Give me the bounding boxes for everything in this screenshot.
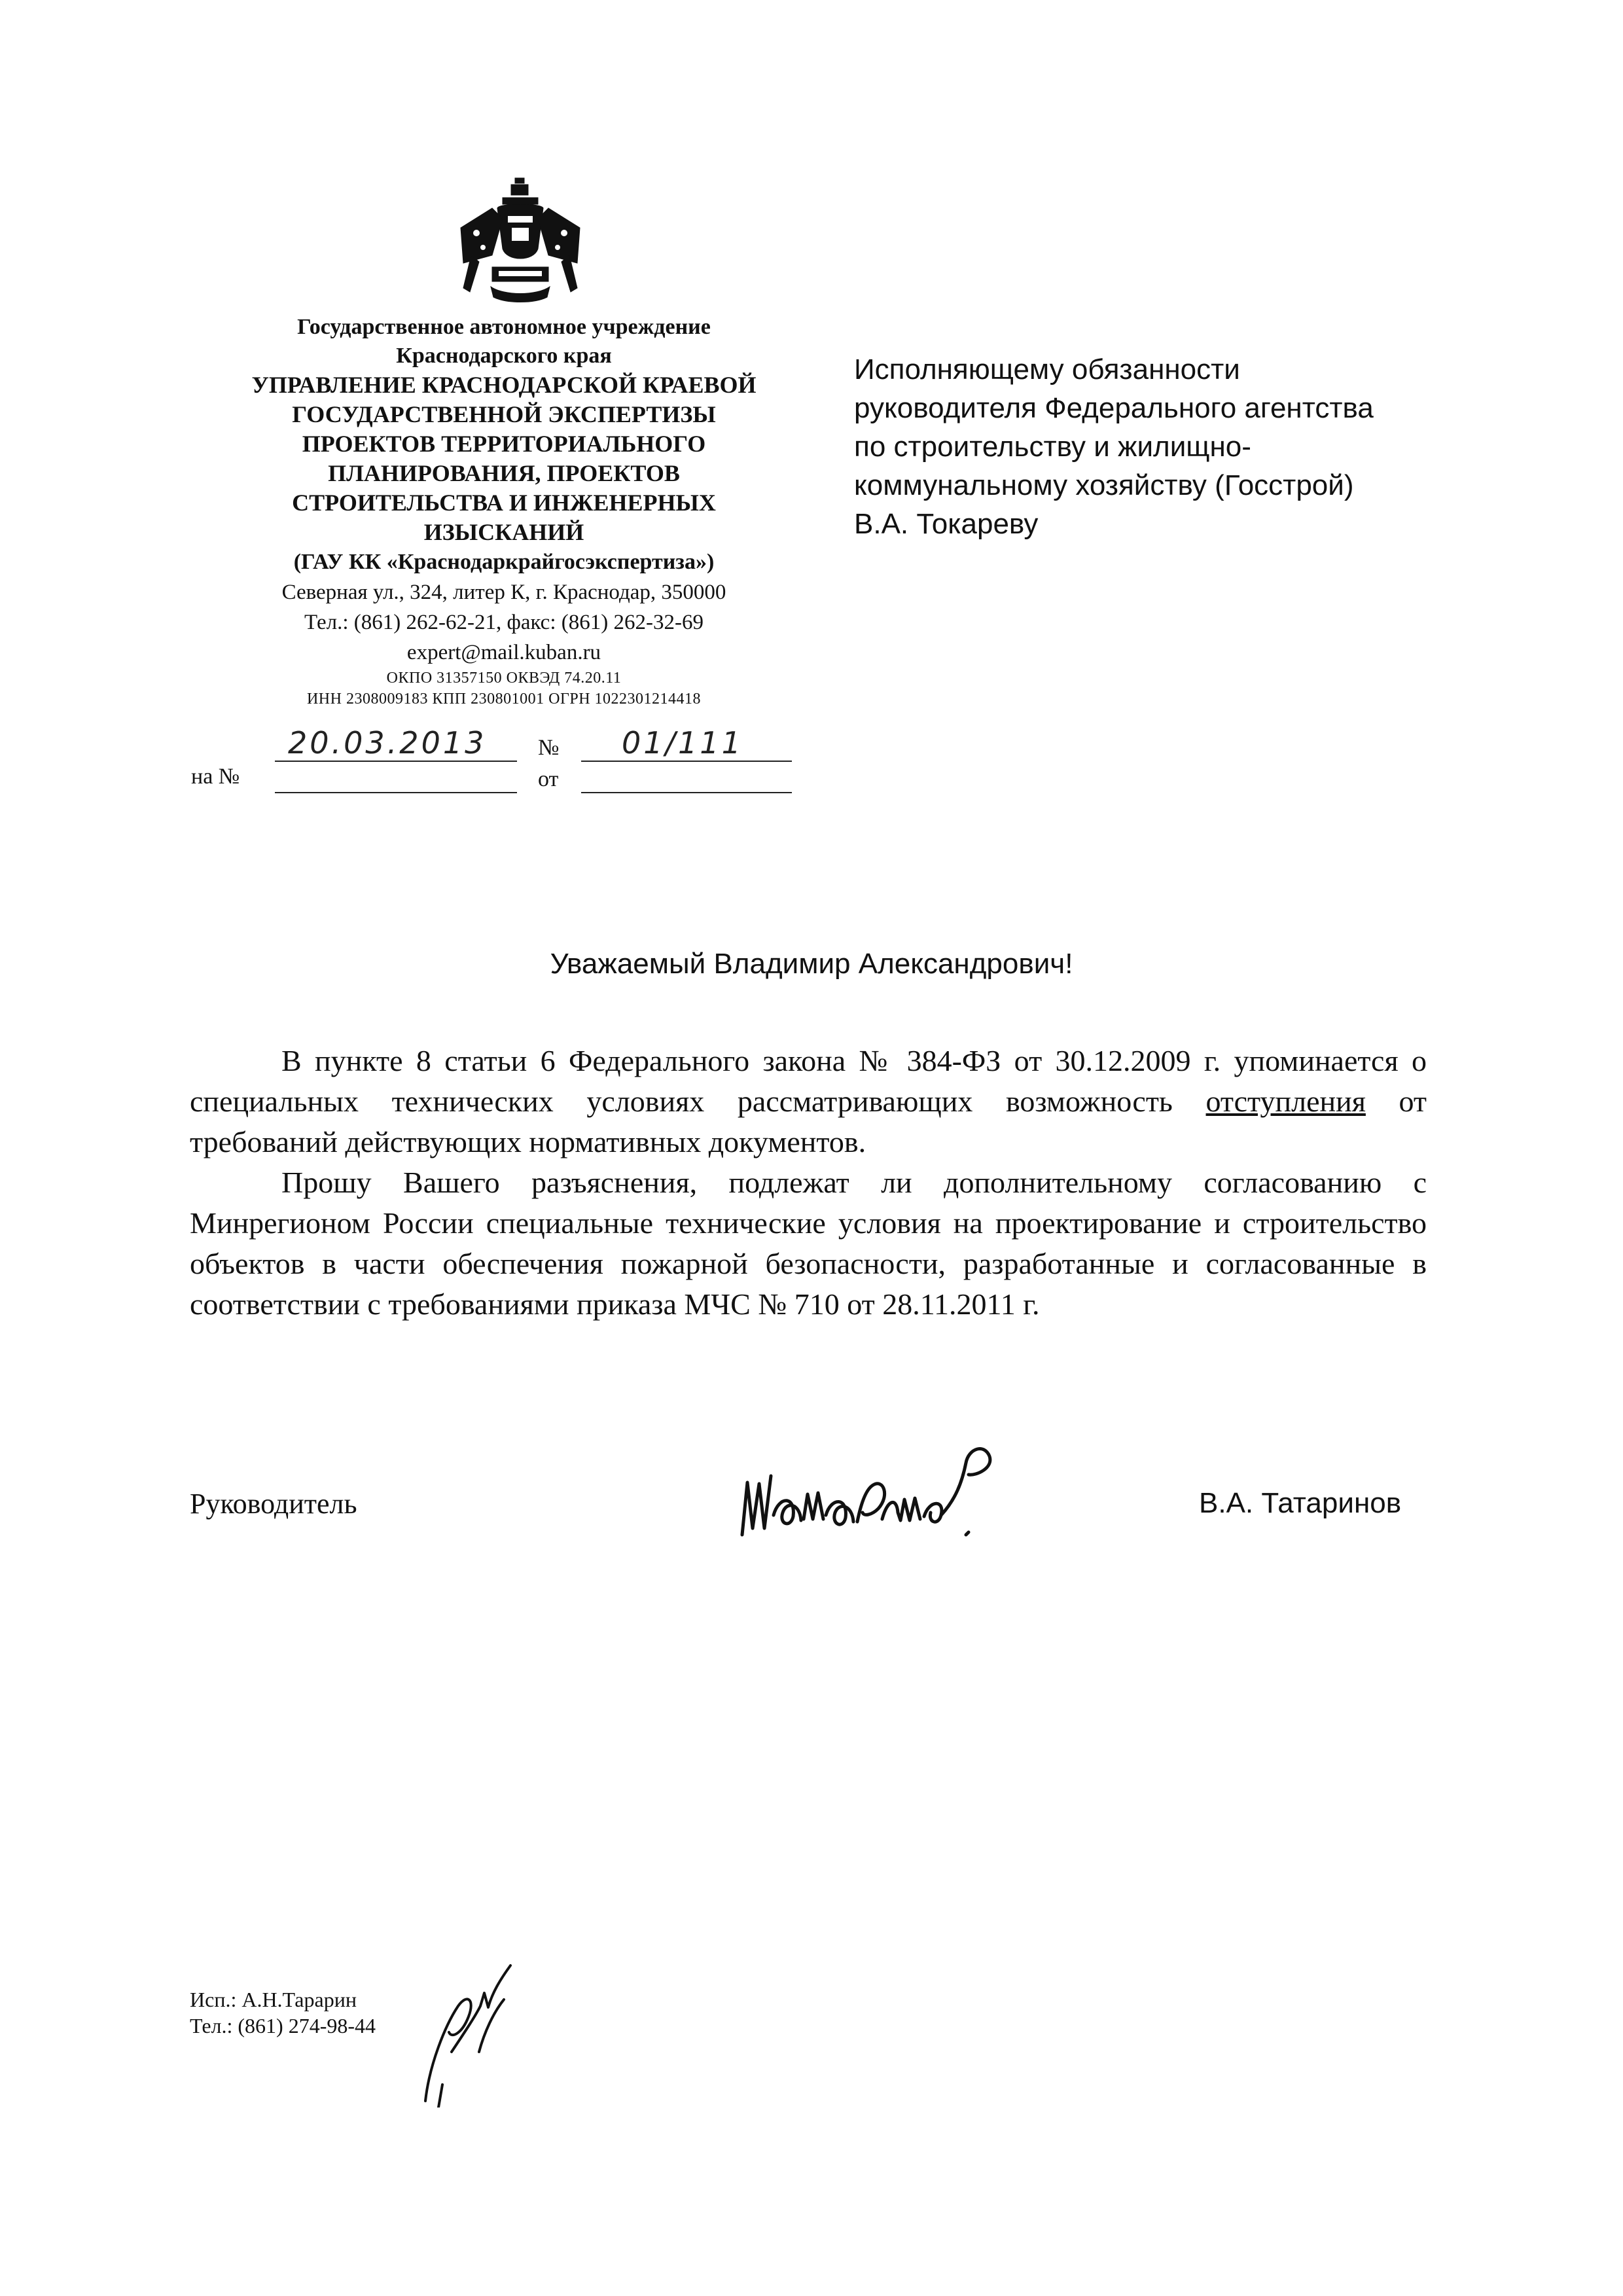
org-short-name: (ГАУ КК «Краснодаркрайгосэкспертиза») (293, 550, 715, 574)
from-label: от (538, 767, 559, 791)
handwritten-initials-icon (412, 1954, 524, 2108)
addressee-line: коммунальному хозяйству (Госстрой) (854, 469, 1354, 501)
org-name-line: ПРОЕКТОВ ТЕРРИТОРИАЛЬНОГО (302, 431, 706, 457)
signatory-name: В.А. Татаринов (1199, 1487, 1402, 1519)
addressee-line: по строительству и жилищно- (854, 431, 1251, 463)
org-codes-inn: ИНН 2308009183 КПП 230801001 ОГРН 1022301214418 (306, 691, 702, 708)
salutation: Уважаемый Владимир Александрович! (550, 948, 1073, 980)
org-type-line: Государственное автономное учреждение (297, 315, 711, 339)
paragraph-1-start: В пункте 8 статьи 6 Федерального закона № 384-ФЗ от 30.12.2009 г. упоминается о специальных технических условиях рассматривающих возможность (190, 1044, 1427, 1118)
number-underline (581, 761, 792, 762)
underlined-word: отступления (1205, 1085, 1366, 1118)
paragraph-1-end: от требований действующих нормативных документов. (190, 1085, 1427, 1158)
org-name-line: ИЗЫСКАНИЙ (423, 519, 584, 545)
letterhead (177, 313, 831, 709)
org-name-line: СТРОИТЕЛЬСТВА И ИНЖЕНЕРНЫХ (292, 490, 716, 516)
org-name-line: ГОСУДАРСТВЕННОЙ ЭКСПЕРТИЗЫ (292, 401, 716, 427)
addressee-line: В.А. Токареву (854, 508, 1039, 540)
handwritten-signature-icon (733, 1437, 1041, 1554)
org-email: expert@mail.kuban.ru (406, 641, 601, 664)
outgoing-date-handwritten: 20.03.2013 (288, 725, 487, 761)
reference-underline (275, 792, 517, 793)
executor-phone: Тел.: (861) 274-98-44 (190, 2014, 376, 2037)
org-name-line: УПРАВЛЕНИЕ КРАСНОДАРСКОЙ КРАЕВОЙ (251, 372, 757, 398)
body-paragraph-2: Прошу Вашего разъяснения, подлежат ли дополнительному согласованию с Минрегионом России специальные технические условия на проектирование и строительство объектов в части обеспечения пожарной безопасности, разработанные и согласованные в соответствии с требованиями приказа МЧС № 710 от 28.11.2011 г. (190, 1166, 1427, 1321)
coat-of-arms-icon (452, 177, 589, 308)
date-underline (275, 761, 517, 762)
number-label: № (538, 736, 560, 760)
signatory-role: Руководитель (190, 1488, 357, 1520)
org-codes-okpo: ОКПО 31357150 ОКВЭД 74.20.11 (386, 670, 622, 687)
body-paragraph-1 (190, 1041, 1427, 1162)
from-underline (581, 792, 792, 793)
executor-name: Исп.: А.Н.Тарарин (190, 1988, 357, 2011)
outgoing-number-handwritten: 01/111 (622, 725, 743, 761)
letter-body (190, 1041, 1427, 1325)
org-phone-fax: Тел.: (861) 262-62-21, факс: (861) 262-32-69 (304, 611, 704, 634)
addressee-line: руководителя Федерального агентства (854, 392, 1374, 424)
addressee-block (854, 350, 1508, 543)
addressee-line: Исполняющему обязанности (854, 353, 1240, 386)
org-name-line: ПЛАНИРОВАНИЯ, ПРОЕКТОВ (328, 460, 680, 486)
org-region-line: Краснодарского края (396, 344, 612, 368)
executor-block (190, 1986, 376, 2039)
reference-label: на № (191, 764, 240, 789)
org-address: Северная ул., 324, литер К, г. Краснодар, 350000 (281, 581, 726, 604)
